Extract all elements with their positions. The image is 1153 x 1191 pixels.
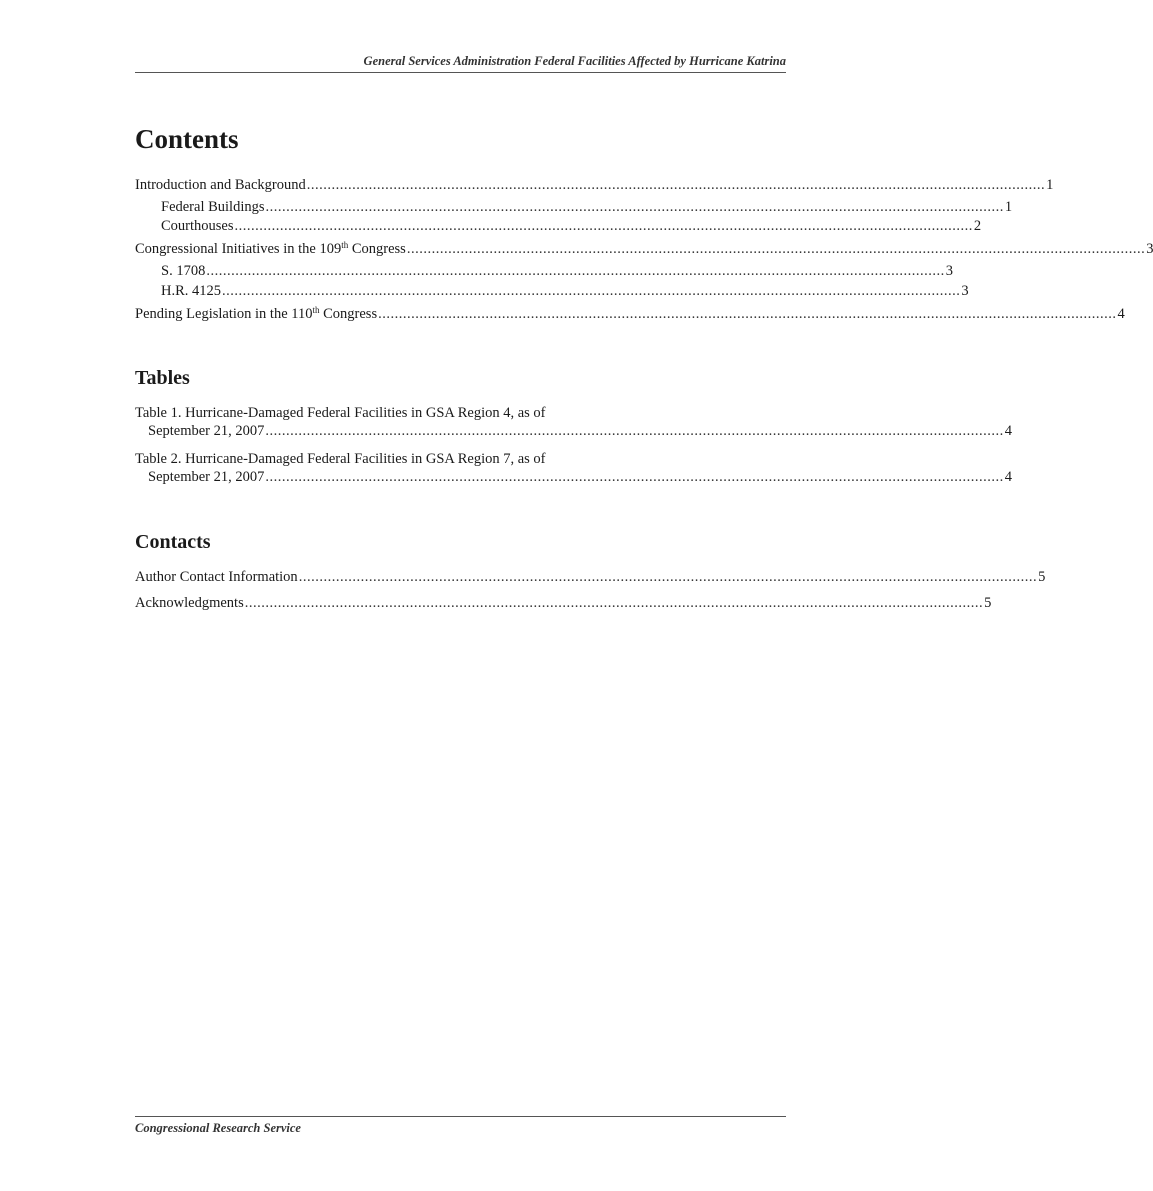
- toc-page-number: 3: [945, 263, 953, 279]
- toc-page-number: 5: [984, 595, 992, 611]
- table-entry-line2: September 21, 2007: [148, 469, 265, 485]
- toc-entry-courthouses[interactable]: [135, 217, 982, 235]
- toc-entry-label: Courthouses: [161, 218, 234, 234]
- toc-entry-label: H.R. 4125: [161, 283, 222, 299]
- contact-entry-acknowledgments[interactable]: [135, 594, 992, 612]
- toc-leader-dots: ...................................................................................................................................................................................: [378, 306, 1117, 322]
- toc-leader-dots: ...................................................................................................................................................................................: [234, 218, 973, 234]
- table-entry-line1: Table 2. Hurricane-Damaged Federal Facilities in GSA Region 7, as of: [135, 451, 546, 467]
- toc-page-number: 2: [973, 218, 982, 234]
- toc-leader-dots: ...................................................................................................................................................................................: [265, 199, 1004, 215]
- toc-entry-introduction[interactable]: [135, 176, 1054, 194]
- table-entry-line1: Table 1. Hurricane-Damaged Federal Facilities in GSA Region 4, as of: [135, 405, 546, 421]
- toc-leader-dots: ...................................................................................................................................................................................: [265, 423, 1004, 439]
- toc-entry-hr4125[interactable]: [135, 282, 969, 300]
- toc-leader-dots: ...................................................................................................................................................................................: [222, 283, 961, 299]
- toc-entry-congressional-initiatives[interactable]: [135, 240, 1153, 258]
- tables-title: Tables: [135, 367, 190, 389]
- toc-page-number: 4: [1117, 306, 1125, 322]
- toc-entry-pending-legislation[interactable]: [135, 305, 1125, 323]
- table-entry-1[interactable]: [135, 404, 1013, 442]
- toc-page-number: 1: [1046, 177, 1054, 193]
- running-header-title: General Services Administration Federal Facilities Affected by Hurricane Katrina: [363, 54, 786, 68]
- contacts-title: Contacts: [135, 531, 211, 553]
- toc-entry-label: Introduction and Background: [135, 177, 306, 193]
- toc-entry-label: Acknowledgments: [135, 595, 244, 611]
- toc-leader-dots: ...................................................................................................................................................................................: [298, 569, 1038, 585]
- toc-page-number: 1: [1004, 199, 1013, 215]
- toc-entry-s1708[interactable]: [135, 262, 953, 280]
- contents-title: Contents: [135, 124, 239, 154]
- toc-page-number: 4: [1004, 469, 1013, 485]
- toc-leader-dots: ...................................................................................................................................................................................: [306, 177, 1046, 193]
- toc-entry-label: Congressional Initiatives in the 109th Congress: [135, 240, 406, 257]
- table-entry-line2: September 21, 2007: [148, 423, 265, 439]
- toc-leader-dots: ...................................................................................................................................................................................: [206, 263, 945, 279]
- toc-page-number: 3: [1146, 241, 1153, 257]
- contact-entry-author[interactable]: [135, 568, 1046, 586]
- toc-entry-label: Federal Buildings: [161, 199, 265, 215]
- running-header: [135, 54, 786, 73]
- table-entry-2[interactable]: [135, 450, 1013, 488]
- toc-leader-dots: ...................................................................................................................................................................................: [265, 469, 1004, 485]
- toc-leader-dots: ...................................................................................................................................................................................: [406, 241, 1146, 257]
- toc-entry-label: S. 1708: [161, 263, 206, 279]
- toc-entry-label: Author Contact Information: [135, 569, 298, 585]
- toc-leader-dots: ...................................................................................................................................................................................: [244, 595, 984, 611]
- toc-page-number: 4: [1004, 423, 1013, 439]
- toc-entry-federal-buildings[interactable]: [135, 198, 1013, 216]
- toc-entry-label: Pending Legislation in the 110th Congress: [135, 305, 378, 322]
- toc-page-number: 3: [961, 283, 969, 299]
- footer-text: Congressional Research Service: [135, 1121, 301, 1135]
- page-footer: [135, 1116, 786, 1136]
- toc-page-number: 5: [1038, 569, 1046, 585]
